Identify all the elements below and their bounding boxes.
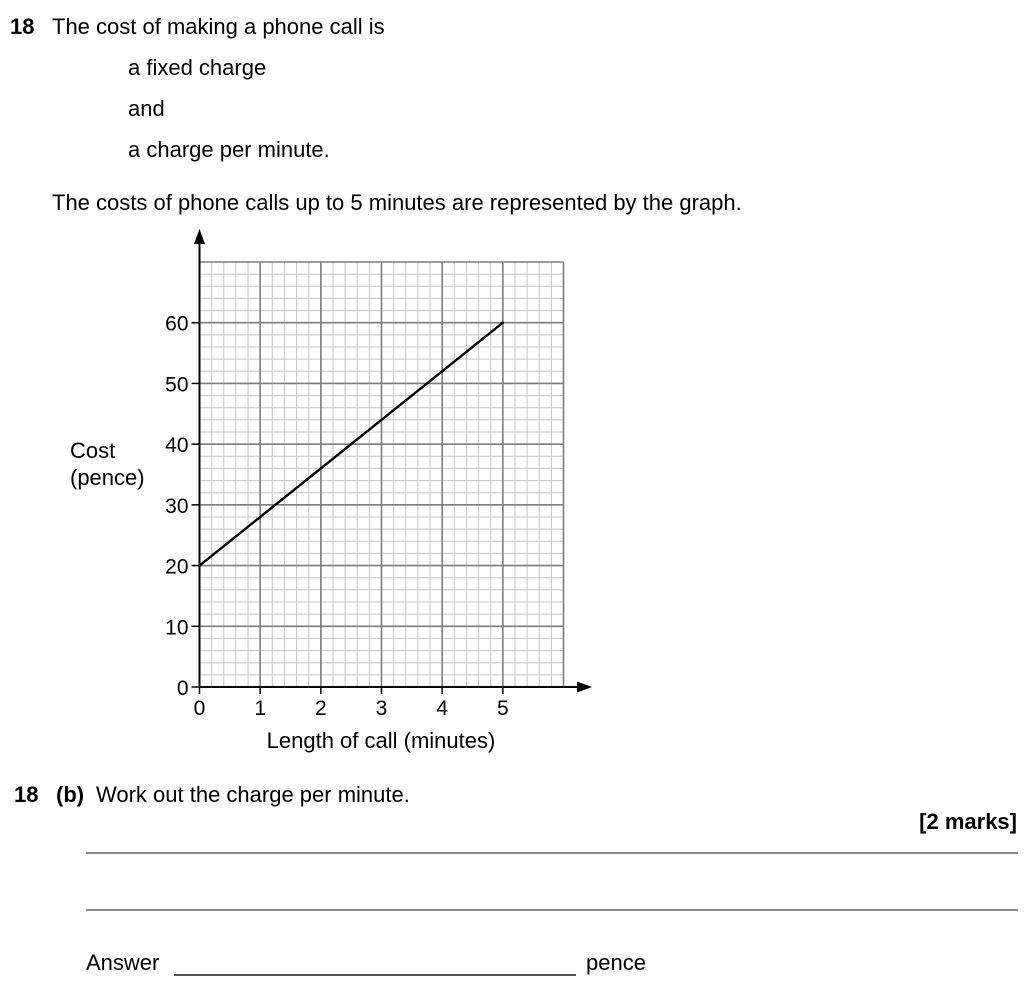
major-grid [200, 262, 564, 687]
part-b-question: Work out the charge per minute. [96, 782, 410, 807]
y-tick-label: 60 [165, 312, 189, 336]
y-tick-label: 30 [165, 494, 189, 518]
connector-and: and [128, 96, 165, 121]
x-tick-label: 5 [496, 697, 509, 720]
graph-description: The costs of phone calls up to 5 minutes are represented by the graph. [52, 190, 742, 215]
question-number: 18 [10, 14, 35, 39]
x-tick-label: 0 [193, 697, 206, 720]
marks: [2 marks] [919, 809, 1017, 834]
working-line-2[interactable] [86, 909, 1018, 911]
bullet-fixed-charge: a fixed charge [128, 55, 267, 80]
ticks [165, 313, 509, 720]
y-tick-label: 20 [165, 555, 189, 579]
y-tick-label: 40 [165, 434, 189, 458]
question-intro: The cost of making a phone call is [52, 14, 385, 39]
bullet-charge-per-minute: a charge per minute. [128, 137, 330, 162]
x-axis-label: Length of call (minutes) [266, 728, 496, 753]
x-tick-label: 4 [436, 697, 449, 720]
answer-line[interactable] [174, 974, 576, 976]
working-line-1[interactable] [86, 852, 1018, 854]
x-tick-label: 1 [254, 697, 267, 720]
y-axis-label-line1: Cost [70, 438, 116, 463]
y-tick-label: 0 [176, 677, 189, 700]
y-axis-label-line2: (pence) [70, 465, 145, 490]
part-b-label: (b) [56, 782, 85, 807]
answer-label: Answer [86, 950, 160, 975]
y-axis-arrow [194, 229, 205, 244]
y-tick-label: 10 [165, 616, 189, 640]
x-tick-label: 2 [314, 697, 327, 720]
part-b-number: 18 [14, 782, 39, 807]
x-axis-arrow [577, 682, 592, 693]
y-tick-label: 50 [165, 373, 189, 397]
answer-unit: pence [586, 950, 646, 975]
x-tick-label: 3 [375, 697, 388, 720]
